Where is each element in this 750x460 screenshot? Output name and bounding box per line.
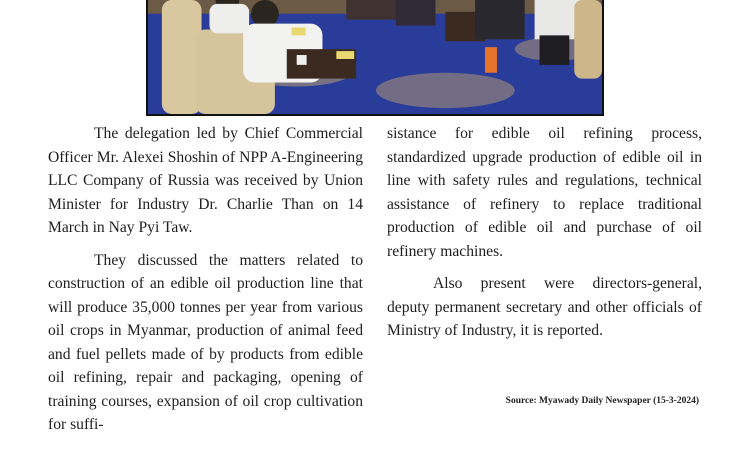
article-paragraph: The delegation led by Chief Commercial Officer Mr. Alexei Shoshin of NPP A-Engineering LLC Company of Russia was received by Union Minister for Industry Dr. Charlie Than on 14 March in Nay Pyi Taw. <box>48 125 363 236</box>
meeting-photo <box>146 0 604 116</box>
article-paragraph: sistance for edible oil refining process, standardized upgrade production of edible oil in line with safety rules and regulations, technical assistance of refinery to replace traditional production of edible oil and purchase of oil refinery machines. <box>387 125 702 260</box>
article-paragraph: They discussed the matters related to construction of an edible oil production line that will produce 35,000 tonnes per year from various oil crops in Myanmar, production of animal feed and fuel pellets made of by products from edible oil refining, repair and packaging, opening of training courses, expansion of oil crop cultivation for suffi- <box>48 251 363 433</box>
article-left-column <box>48 122 363 446</box>
article-right-column <box>387 122 702 352</box>
source-credit: Source: Myawady Daily Newspaper (15-3-2024) <box>505 396 699 406</box>
article-paragraph: Also present were directors-general, deputy permanent secretary and other officials of Ministry of Industry, it is reported. <box>387 275 702 339</box>
meeting-photo-illustration <box>148 0 602 114</box>
